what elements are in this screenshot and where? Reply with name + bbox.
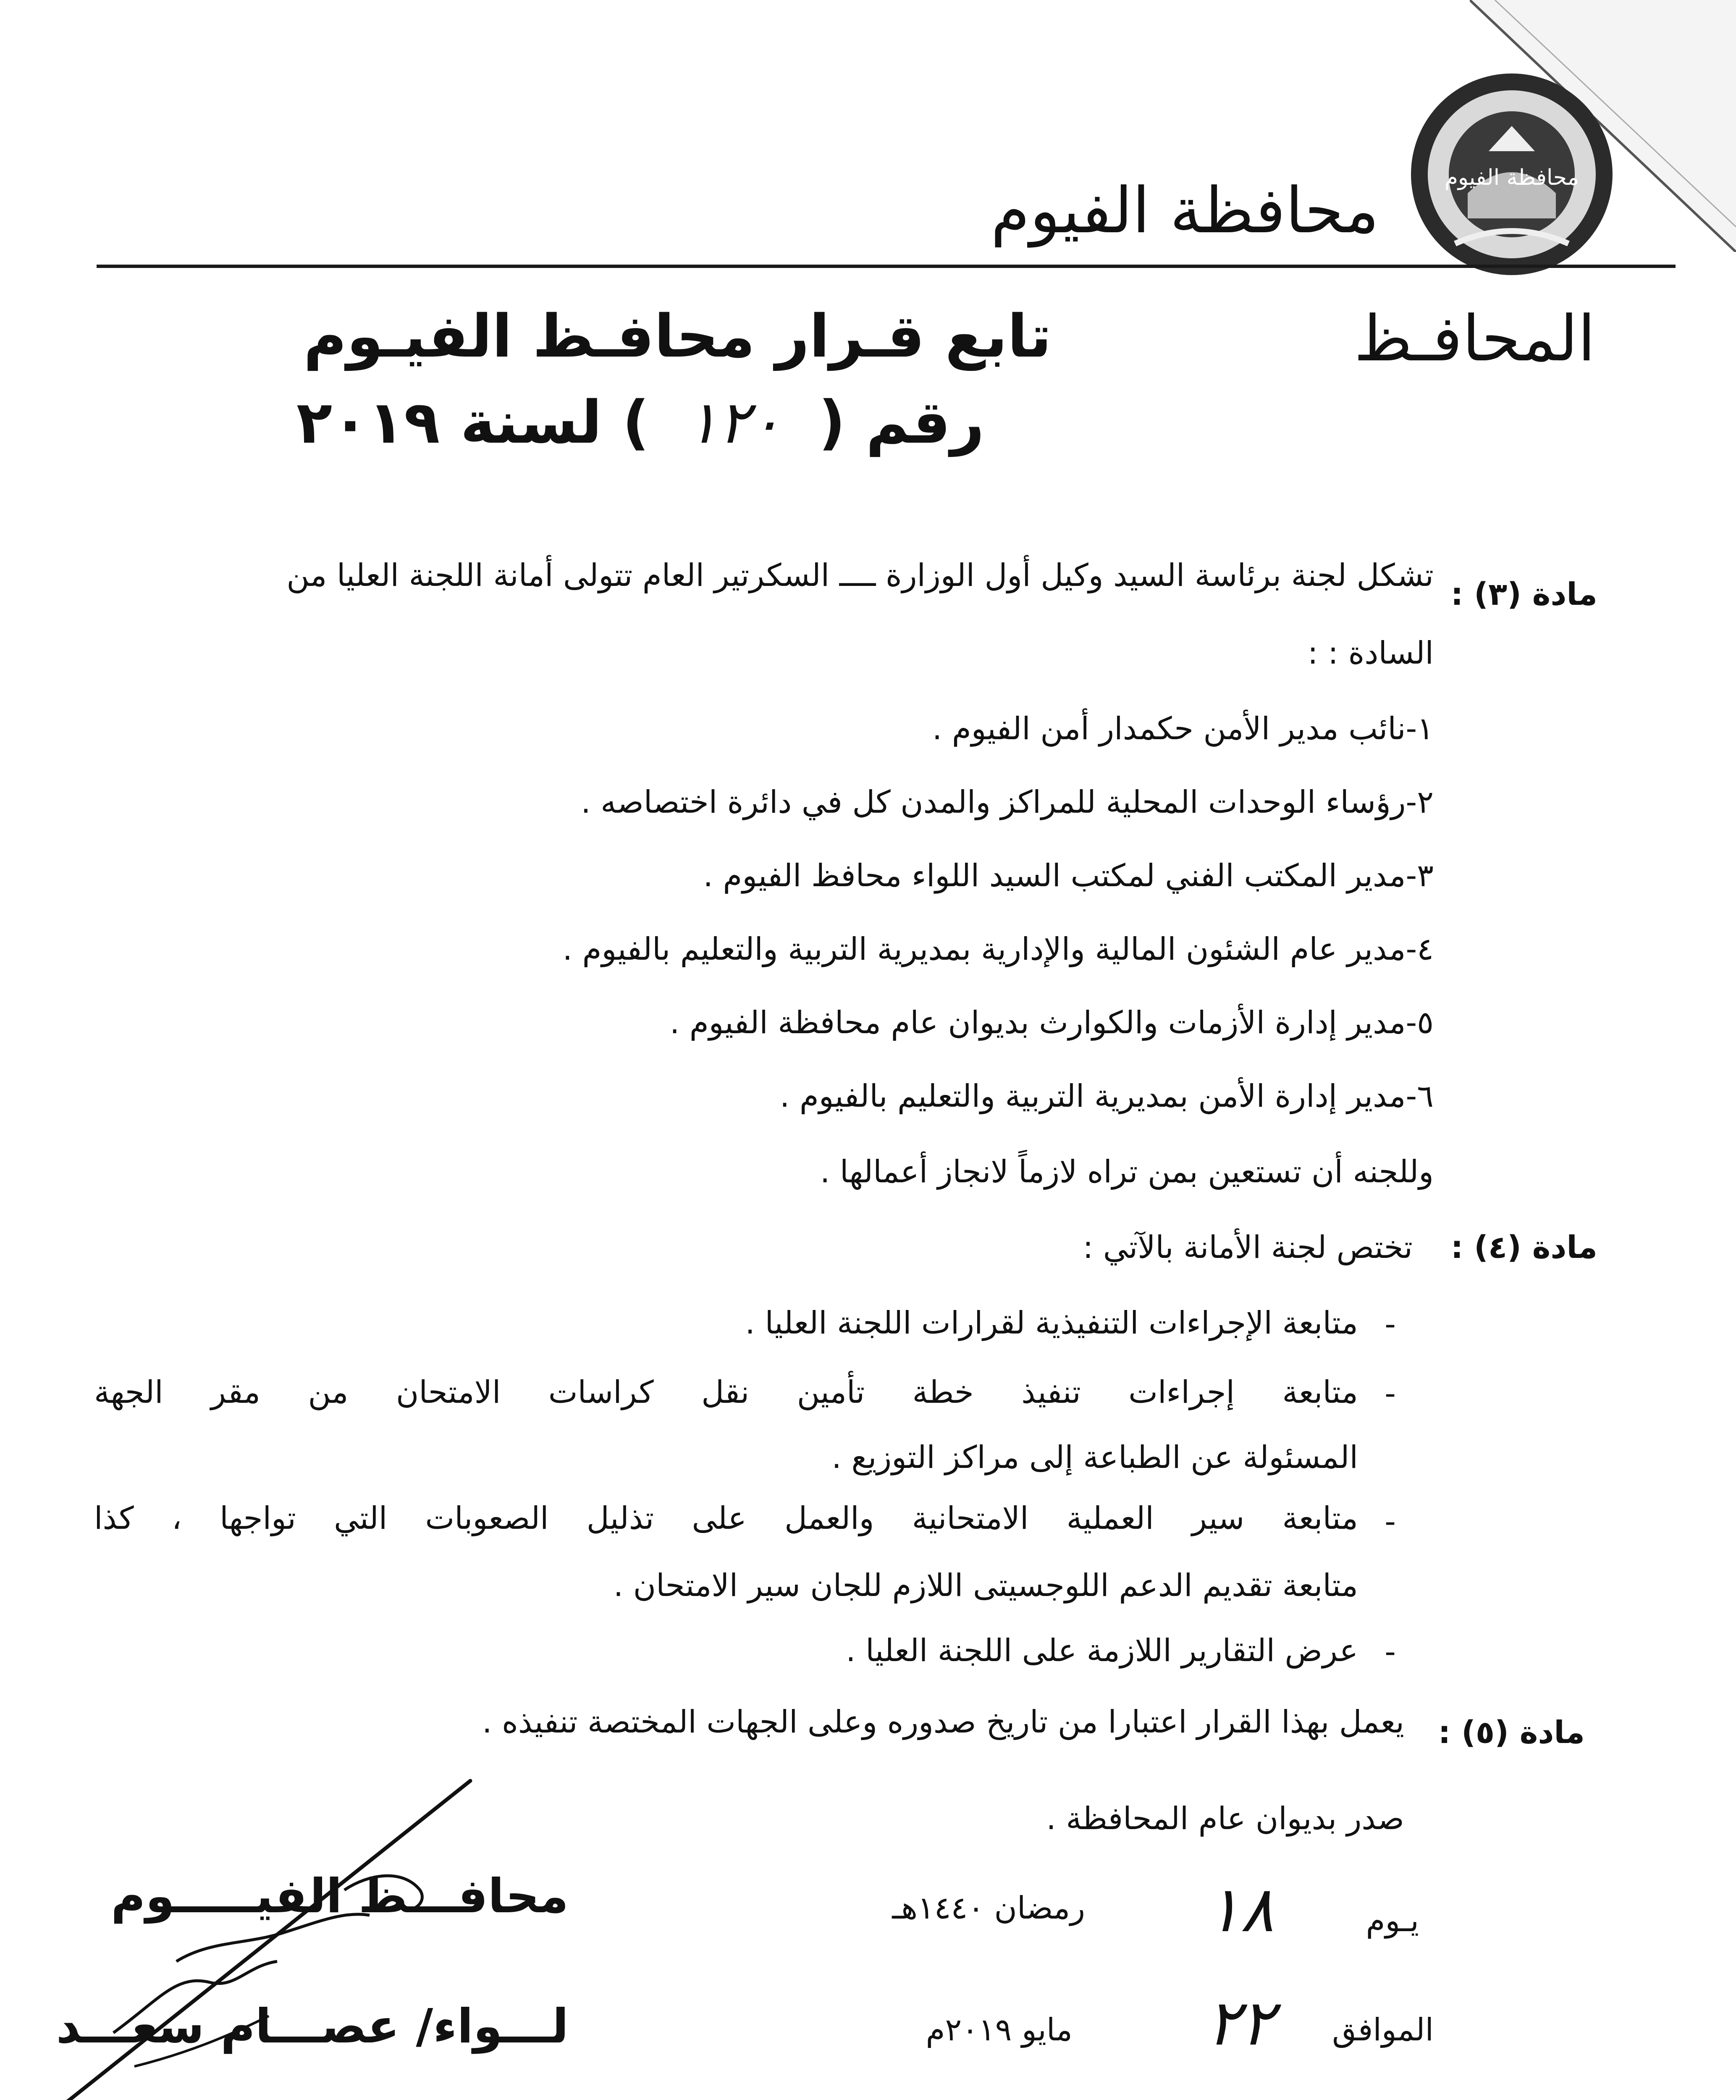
list-item-continuation: متابعة تقديم الدعم اللوجسيتى اللازم للجان سير الامتحان .	[613, 1567, 1358, 1604]
day-label: يـوم	[1366, 1903, 1419, 1939]
list-item: ٦-مدير إدارة الأمن بمديرية التربية والتعليم بالفيوم .	[779, 1078, 1434, 1114]
gregorian-day: ٢٢	[1206, 1987, 1274, 2060]
seal-emblem-icon	[1405, 67, 1619, 281]
decision-title: تابع قـرار محافـظ الفيـوم	[303, 302, 1052, 371]
list-item: ١-نائب مدير الأمن حكمدار أمن الفيوم .	[932, 711, 1434, 747]
signature-scribble-icon	[50, 1764, 554, 2100]
corresponding-label: الموافق	[1332, 2012, 1434, 2048]
list-item: ٤-مدير عام الشئون المالية والإدارية بمديرية التربية والتعليم بالفيوم .	[562, 931, 1434, 967]
hijri-date: رمضان ١٤٤٠هـ	[892, 1890, 1085, 1926]
decision-number: ١٢٠	[686, 388, 781, 457]
gregorian-date: مايو ٢٠١٩م	[926, 2012, 1073, 2048]
list-item: متابعة الإجراءات التنفيذية لقرارات اللجنة العليا .	[745, 1305, 1358, 1341]
issued-statement: صدر بديوان عام المحافظة .	[1046, 1801, 1404, 1837]
article-5-text: يعمل بهذا القرار اعتبارا من تاريخ صدوره وعلى الجهات المختصة تنفيذه .	[482, 1704, 1404, 1740]
number-label: رقم (	[818, 388, 984, 457]
number-year: ) لسنة ٢٠١٩	[296, 388, 650, 457]
article-3-text-line2: السادة : :	[1307, 635, 1434, 671]
bullet-dash: -	[1385, 1634, 1396, 1670]
list-item: ٢-رؤساء الوحدات المحلية للمراكز والمدن كل في دائرة اختصاصه .	[581, 784, 1434, 820]
article-4-label: مادة (٤) :	[1450, 1229, 1597, 1265]
office-title: المحافـظ	[1354, 302, 1595, 375]
list-item: ٣-مدير المكتب الفني لمكتب السيد اللواء محافظ الفيوم .	[703, 858, 1434, 894]
list-item: ٥-مدير إدارة الأزمات والكوارث بديوان عام محافظة الفيوم .	[669, 1005, 1434, 1041]
signer-title: محافـــظ الفيـــــوم	[111, 1869, 569, 1924]
article-3-text-line1: تشكل لجنة برئاسة السيد وكيل أول الوزارة ــــ السكرتير العام تتولى أمانة اللجنة العليا من	[286, 557, 1434, 593]
list-item: متابعة إجراءات تنفيذ خطة تأمين نقل كراسات الامتحان من مقر الجهة	[94, 1374, 1358, 1410]
day-value: ١٨	[1206, 1873, 1274, 1946]
article-4-intro: تختص لجنة الأمانة بالآتي :	[1083, 1229, 1413, 1265]
list-item-continuation: المسئولة عن الطباعة إلى مراكز التوزيع .	[831, 1439, 1358, 1475]
seal-lettering: محافظة الفيوم	[1444, 165, 1579, 190]
article-5-label: مادة (٥) :	[1438, 1714, 1585, 1751]
governorate-name: محافظة الفيوم	[991, 174, 1379, 247]
bullet-dash: -	[1385, 1504, 1396, 1540]
bullet-dash: -	[1385, 1306, 1396, 1342]
header-divider	[97, 265, 1676, 268]
article-3-closing: وللجنه أن تستعين بمن تراه لازماً لانجاز أعمالها .	[820, 1154, 1434, 1190]
list-item: متابعة سير العملية الامتحانية والعمل على تذليل الصعوبات التي تواجها ، كذا	[94, 1500, 1358, 1536]
list-item: عرض التقارير اللازمة على اللجنة العليا .	[846, 1633, 1358, 1669]
bullet-dash: -	[1385, 1376, 1396, 1412]
signer-name: لـــواء/ عصـــام سعـــد	[56, 1999, 569, 2054]
decision-number-line	[296, 388, 984, 457]
article-3-label: مادة (٣) :	[1450, 576, 1597, 612]
